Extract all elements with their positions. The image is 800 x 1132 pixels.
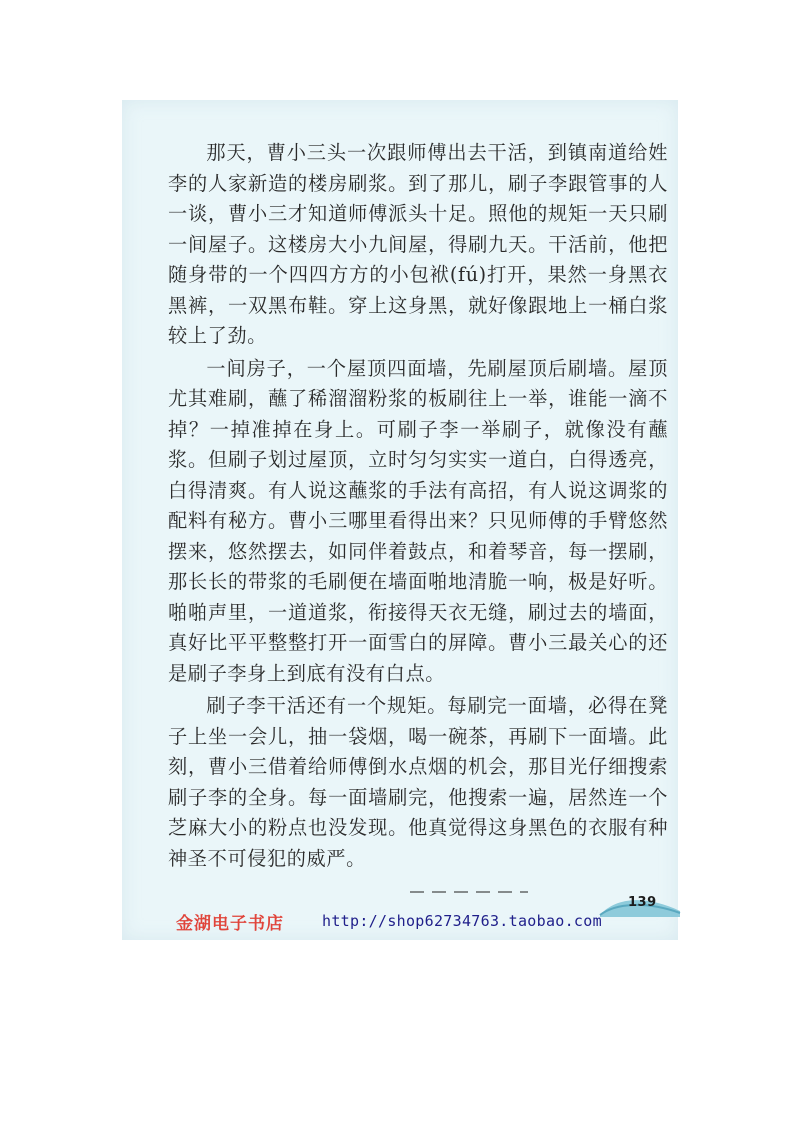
paragraph-3: 刷子李干活还有一个规矩。每刷完一面墙，必得在凳子上坐一会儿，抽一袋烟，喝一碗茶，再刷下一面墙。此刻，曹小三借着给师傅倒水点烟的机会，那目光仔细搜索刷子李的全身。每一面墙刷完，他搜索一遍，居然连一个芝麻大小的粉点也没发现。他真觉得这身黑色的衣服有种神圣不可侵犯的威严。 xyxy=(168,694,668,870)
store-url-watermark: http://shop62734763.taobao.com xyxy=(322,912,602,930)
page-number: 139 xyxy=(628,895,657,910)
paragraph-2: 一间房子，一个屋顶四面墙，先刷屋顶后刷墙。屋顶尤其难刷，蘸了稀溜溜粉浆的板刷往上一举，谁能一滴不掉？一掉准掉在身上。可刷子李一举刷子，就像没有蘸浆。但刷子划过屋顶，立时匀匀实实一道白，白得透亮，白得清爽。有人说这蘸浆的手法有高招，有人说这调浆的配料有秘方。曹小三哪里看得出来？只见师傅的手臂悠然摆来，悠然摆去，如同伴着鼓点，和着琴音，每一摆刷，那长长的带浆的毛刷便在墙面啪地清脆一响，极是好听。啪啪声里，一道道浆，衔接得天衣无缝，刷过去的墙面，真好比平平整整打开一面雪白的屏障。曹小三最关心的还是刷子李身上到底有没有白点。 xyxy=(168,356,668,685)
store-name-watermark: 金湖电子书店 xyxy=(176,914,284,934)
footer-dashed-line xyxy=(410,891,528,893)
paragraph-1: 那天，曹小三头一次跟师傅出去干活，到镇南道给姓李的人家新造的楼房刷浆。到了那儿，刷子李跟管事的人一谈，曹小三才知道师傅派头十足。照他的规矩一天只刷一间屋子。这楼房大小九间屋，得刷九天。干活前，他把随身带的一个四四方方的小包袱(fú)打开，果然一身黑衣黑裤，一双黑布鞋。穿上这身黑，就好像跟地上一桶白浆较上了劲。 xyxy=(168,141,668,347)
page-text xyxy=(168,138,668,876)
